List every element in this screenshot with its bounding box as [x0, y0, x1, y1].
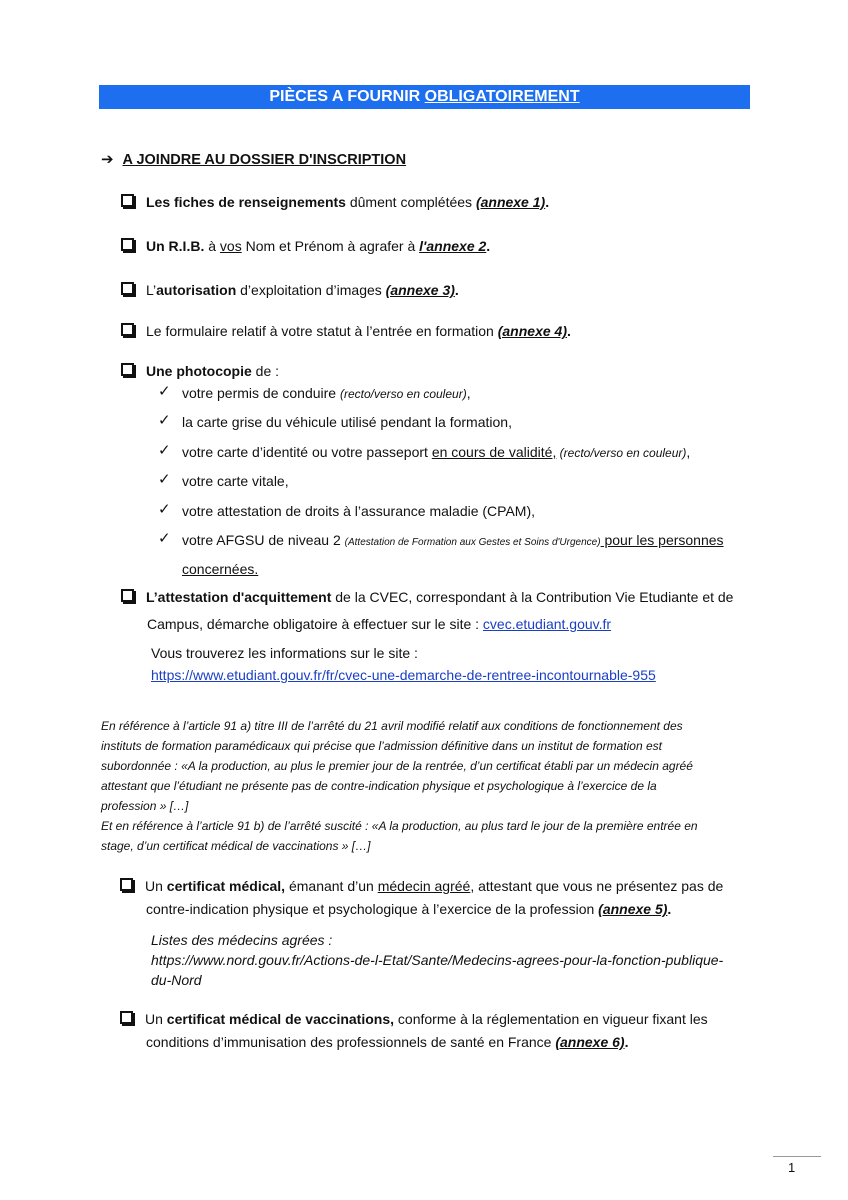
item-text: Un: [145, 1011, 167, 1027]
item-end: .: [454, 282, 459, 298]
checkmark-icon: ✓: [158, 530, 171, 547]
sub-item-end: ,: [466, 385, 471, 401]
item-bold: certificat médical,: [166, 878, 286, 894]
note-line: profession » […]: [101, 799, 189, 813]
sub-item-underline: concernées.: [182, 561, 259, 577]
legal-note: [101, 716, 757, 856]
section-heading-text: A JOINDRE AU DOSSIER D'INSCRIPTION: [122, 152, 407, 168]
annex-ref: (annexe 4): [497, 323, 567, 339]
item-text: , attestant que vous ne présentez pas de: [470, 878, 724, 894]
item-text: Le formulaire relatif à votre statut à l’entrée en formation: [146, 323, 498, 339]
item-text: d’exploitation d’images: [236, 282, 386, 298]
item-text: dûment complétées: [345, 194, 476, 210]
item-text: de :: [251, 363, 280, 379]
annex-ref: (annexe 6): [555, 1034, 625, 1050]
annex-ref: (annexe 1): [475, 194, 546, 210]
checkmark-icon: ✓: [158, 412, 171, 429]
sub-item-underline: pour les personnes: [600, 532, 724, 548]
annex-ref: (annexe 3): [385, 282, 455, 298]
sub-item-note: (recto/verso en couleur): [339, 387, 467, 401]
item-bold: L’attestation d'acquittement: [146, 589, 332, 605]
sub-item-note: (recto/verso en couleur): [556, 446, 687, 460]
list-item-certificat: [120, 875, 748, 921]
cvec-info-link[interactable]: https://www.etudiant.gouv.fr/fr/cvec-une-demarche-de-rentree-incontournable-955: [151, 667, 656, 683]
sub-item-text: votre AFGSU de niveau 2: [182, 532, 345, 548]
doctors-list: [151, 930, 751, 990]
note-line: Et en référence à l’article 91 b) de l’arrêté suscité : «A la production, au plus tard le jour de la première entrée en: [101, 819, 698, 833]
page-number: 1: [788, 1160, 796, 1175]
item-text: conditions d’immunisation des professionnels de santé en France: [146, 1034, 556, 1050]
arrow-right-icon: ➔: [101, 151, 114, 168]
item-text: à: [204, 238, 220, 254]
sub-item-carte-grise: la carte grise du véhicule utilisé pendant la formation,: [182, 414, 512, 430]
certificat-line-2: [120, 898, 748, 921]
checkbox-icon: [121, 363, 134, 376]
item-bold: autorisation: [156, 282, 237, 298]
item-end: .: [486, 238, 491, 254]
item-end: .: [566, 323, 571, 339]
annex-ref: (annexe 5): [598, 901, 668, 917]
sub-item-underline: en cours de validité,: [431, 444, 557, 460]
item-text: conforme à la réglementation en vigueur fixant les: [394, 1011, 708, 1027]
note-line: instituts de formation paramédicaux qui précise que l’admission définitive dans un institut de formation est: [101, 739, 662, 753]
checkmark-icon: ✓: [158, 383, 171, 400]
sub-item-permis: [182, 385, 471, 401]
sub-item-cpam: votre attestation de droits à l’assurance maladie (CPAM),: [182, 503, 536, 519]
item-text: contre-indication physique et psychologique à l’exercice de la profession: [146, 901, 599, 917]
checkbox-icon: [120, 878, 133, 891]
doctors-label: Listes des médecins agrées :: [151, 932, 333, 948]
item-underline: vos: [219, 238, 242, 254]
item-bold: certificat médical de vaccinations,: [166, 1011, 395, 1027]
list-item-fiches: [121, 191, 549, 213]
checkmark-icon: ✓: [158, 442, 171, 459]
note-line: attestant que l’étudiant ne présente pas de contre-indication physique et psychologique à l’exercice de la: [101, 779, 657, 793]
page-title-banner: [99, 85, 750, 109]
item-text: émanant d’un: [285, 878, 378, 894]
item-text: Un: [145, 878, 167, 894]
sub-item-end: ,: [686, 444, 691, 460]
doctors-url[interactable]: https://www.nord.gouv.fr/Actions-de-l-Etat/Sante/Medecins-agrees-pour-la-fonction-publique-: [151, 952, 724, 968]
list-item-rib: [121, 235, 490, 257]
title-part-b: OBLIGATOIREMENT: [424, 88, 580, 105]
sub-item-text: votre permis de conduire: [182, 385, 340, 401]
cvec-line-2: [147, 616, 611, 632]
checkbox-icon: [120, 1011, 133, 1024]
sub-item-afgsu: [182, 532, 752, 548]
checkbox-icon: [121, 282, 134, 295]
checkbox-icon: [121, 589, 134, 602]
item-end: .: [624, 1034, 629, 1050]
note-line: En référence à l’article 91 a) titre III de l’arrêté du 21 avril modifié relatif aux conditions de fonctionnement des: [101, 719, 683, 733]
item-bold: Un R.I.B.: [146, 238, 205, 254]
sub-item-text: votre carte d’identité ou votre passeport: [182, 444, 432, 460]
cvec-info-link-row: [151, 667, 656, 683]
checkbox-icon: [121, 194, 134, 207]
title-part-a: PIÈCES A FOURNIR: [269, 88, 425, 105]
sub-item-vitale: votre carte vitale,: [182, 473, 289, 489]
item-end: .: [545, 194, 550, 210]
sub-item-afgsu-cont: [182, 561, 258, 577]
doctors-url-cont[interactable]: du-Nord: [151, 972, 202, 988]
checkmark-icon: ✓: [158, 471, 171, 488]
item-bold: Les fiches de renseignements: [146, 194, 346, 210]
list-item-autorisation: [121, 279, 459, 301]
checkbox-icon: [121, 323, 134, 336]
section-heading: [101, 150, 406, 168]
sub-item-identite: [182, 444, 690, 460]
checkbox-icon: [121, 238, 134, 251]
item-text: L’: [146, 282, 157, 298]
list-item-formulaire: [121, 320, 571, 342]
annex-ref: l'annexe 2: [419, 238, 487, 254]
sub-item-note: (Attestation de Formation aux Gestes et Soins d'Urgence): [344, 537, 601, 548]
item-bold: Une photocopie: [146, 363, 252, 379]
note-line: stage, d’un certificat médical de vaccinations » […]: [101, 839, 371, 853]
cvec-link[interactable]: cvec.etudiant.gouv.fr: [482, 616, 612, 632]
checkmark-icon: ✓: [158, 501, 171, 518]
footer-divider: [773, 1156, 821, 1157]
vaccins-line-2: [120, 1031, 748, 1054]
list-item-vaccins: [120, 1008, 748, 1054]
item-text: de la CVEC, correspondant à la Contribution Vie Etudiante et de: [331, 589, 734, 605]
list-item-photocopie: [121, 360, 279, 382]
list-item-cvec: [121, 586, 733, 608]
item-underline: médecin agréé: [377, 878, 471, 894]
cvec-info: Vous trouverez les informations sur le site :: [151, 645, 418, 661]
note-line: subordonnée : «A la production, au plus le premier jour de la rentrée, d’un certificat établi par un médecin agréé: [101, 759, 693, 773]
item-text: Nom et Prénom à agrafer à: [241, 238, 420, 254]
cvec-text: Campus, démarche obligatoire à effectuer sur le site :: [147, 616, 483, 632]
item-end: .: [667, 901, 672, 917]
